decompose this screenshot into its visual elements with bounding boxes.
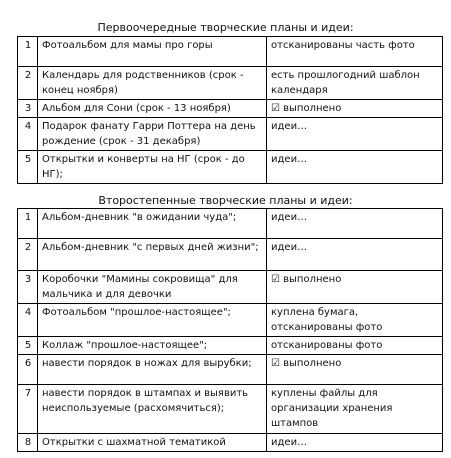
row-number: 6 [18, 355, 38, 385]
table-row [18, 434, 443, 452]
task-cell: Альбом-дневник "в ожидании чуда"; [38, 209, 267, 239]
status-cell: отсканированы фото [267, 337, 443, 355]
row-number: 4 [18, 304, 38, 337]
task-cell: Альбом-дневник "с первых дней жизни"; [38, 239, 267, 271]
row-number: 7 [18, 385, 38, 434]
task-cell: Открытки и конверты на НГ (срок - до НГ); [38, 151, 267, 184]
status-cell: отсканированы часть фото [267, 37, 443, 67]
row-number: 2 [18, 239, 38, 271]
status-cell: ☑ выполнено [267, 271, 443, 304]
row-number: 4 [18, 118, 38, 151]
row-number: 3 [18, 100, 38, 118]
table-row [18, 209, 443, 239]
row-number: 5 [18, 337, 38, 355]
row-number: 8 [18, 434, 38, 452]
row-number: 5 [18, 151, 38, 184]
status-cell: есть прошлогодний шаблон календаря [267, 67, 443, 100]
task-cell: Фотоальбом "прошлое-настоящее"; [38, 304, 267, 337]
table-row [18, 151, 443, 184]
task-cell: навести порядок в штампах и выявить неиспользуемые (расхомячиться); [38, 385, 267, 434]
task-cell: Открытки с шахматной тематикой [38, 434, 267, 452]
table-row [18, 118, 443, 151]
table-row [18, 385, 443, 434]
status-cell: идеи… [267, 209, 443, 239]
table-row [18, 239, 443, 271]
task-cell: Коробочки "Мамины сокровища" для мальчика и для девочки [38, 271, 267, 304]
primary-plans-title: Первоочередные творческие планы и идеи: [97, 21, 354, 34]
table-row [18, 355, 443, 385]
table-row [18, 37, 443, 67]
task-cell: Альбом для Сони (срок - 13 ноября) [38, 100, 267, 118]
status-cell: ☑ выполнено [267, 355, 443, 385]
task-cell: навести порядок в ножах для вырубки; [38, 355, 267, 385]
table-row [18, 304, 443, 337]
row-number: 3 [18, 271, 38, 304]
primary-plans-table [17, 36, 443, 184]
row-number: 1 [18, 209, 38, 239]
secondary-plans-table [17, 208, 443, 452]
table-row [18, 100, 443, 118]
row-number: 1 [18, 37, 38, 67]
status-cell: идеи… [267, 118, 443, 151]
status-cell: куплена бумага, отсканированы фото [267, 304, 443, 337]
task-cell: Календарь для родственников (срок - конец ноября) [38, 67, 267, 100]
table-row [18, 67, 443, 100]
task-cell: Фотоальбом для мамы про горы [38, 37, 267, 67]
row-number: 2 [18, 67, 38, 100]
status-cell: ☑ выполнено [267, 100, 443, 118]
status-cell: идеи… [267, 434, 443, 452]
secondary-plans-title: Второстепенные творческие планы и идеи: [98, 194, 353, 207]
table-row [18, 337, 443, 355]
status-cell: куплены файлы для организации хранения штампов [267, 385, 443, 434]
table-row [18, 271, 443, 304]
task-cell: Коллаж "прошлое-настоящее"; [38, 337, 267, 355]
status-cell: идеи… [267, 239, 443, 271]
status-cell: идеи… [267, 151, 443, 184]
task-cell: Подарок фанату Гарри Поттера на день рождение (срок - 31 декабря) [38, 118, 267, 151]
